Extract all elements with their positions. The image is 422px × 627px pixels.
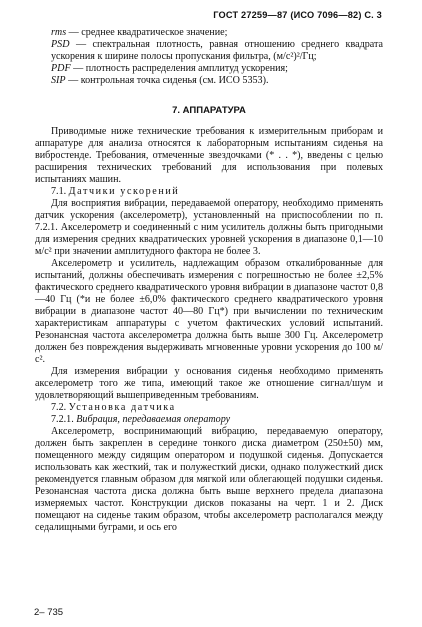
paragraph-7-1-c: Для измерения вибрации у основания сиденья необходимо применять акселерометр того же типа, имеющий такое же отношение сигнал/шум и удовлетворяющий вышеприведенным требованиям. [35, 366, 383, 401]
subsection-title: Установка датчика [68, 402, 176, 413]
intro-paragraph: Приводимые ниже технические требования к измерительным приборам и аппаратуре для анализа относятся к лабораторным испытаниям сиденья на вибростенде. Требования, отмеченные звездочками (* . . *), введены с целью расширения технических требований для использования при полевых испытаниях машин. [35, 126, 383, 185]
abbreviation-item [51, 39, 383, 63]
subsection-title: Датчики ускорений [68, 186, 180, 197]
abbreviation-term: SIP [51, 75, 66, 86]
abbreviation-item [51, 63, 383, 75]
abbreviation-definition: — контрольная точка сиденья (см. ИСО 5353). [65, 75, 269, 86]
page-footer-signature: 2– 735 [34, 607, 64, 618]
abbreviation-list [51, 27, 383, 87]
subsection-number: 7.2.1. [51, 414, 74, 425]
subsection-number: 7.1. [51, 186, 67, 197]
subsection-heading-7-2-1 [35, 414, 383, 426]
abbreviation-definition: — плотность распределения амплитуд ускорения; [70, 63, 288, 74]
subsection-heading-7-1 [35, 186, 383, 198]
section-title: 7. АППАРАТУРА [172, 105, 246, 116]
abbreviation-term: PDF [51, 63, 71, 74]
abbreviation-term: rms [51, 27, 67, 38]
abbreviation-definition: — спектральная плотность, равная отношению среднего квадрата ускорения к ширине полосы пропускания фильтра, (м/с²)²/Гц; [51, 39, 383, 62]
abbreviation-item [51, 75, 383, 87]
paragraph-7-2-1: Акселерометр, воспринимающий вибрацию, передаваемую оператору, должен быть закреплен в середине тонкого диска диаметром (250±50) мм, помещенного между сидящим оператором и подушкой сиденья. Допускается использовать как жесткий, так и полужесткий диски, однако полужесткий диск рекомендуется главным образом для мягкой или облегающей подушки сиденья. Резонансная частота диска должна быть выше верхнего предела диапазона измеряемых частот. Конструкции дисков показаны на черт. 1 и 2. Диск помещают на сиденье таким образом, чтобы акселерометр располагался между седалищными буграми, и ось его [35, 426, 383, 533]
subsection-title: Вибрация, передаваемая оператору [76, 414, 231, 425]
page-header: ГОСТ 27259—87 (ИСО 7096—82) С. 3 [213, 10, 382, 20]
page-content [35, 27, 383, 534]
abbreviation-item [51, 27, 383, 39]
paragraph-7-1-a: Для восприятия вибрации, передаваемой оператору, необходимо применять датчик ускорения (акселерометр), установленный на приспособлении по п. 7.2.1. Акселерометр и соединенный с ним усилитель должны быть пригодными для измерения средних квадратических уровней ускорения в диапазоне 0,1—10 м/с² при значении амплитудного фактора не более 3. [35, 198, 383, 257]
abbreviation-term: PSD [51, 39, 70, 50]
subsection-heading-7-2 [35, 402, 383, 414]
paragraph-7-1-b: Акселерометр и усилитель, надлежащим образом откалиброванные для испытаний, должны обеспечивать измерения с погрешностью не более ±2,5% фактического среднего квадратического уровня вибрации в диапазоне частот 0,8—40 Гц (*и не более ±6,0% фактического среднего квадратического уровня вибрации в диапазоне частот 40—80 Гц*) при вычислении по техническим характеристикам аппаратуры с учетом фактических условий испытаний. Резонансная частота акселерометра должна быть выше 300 Гц. Акселерометр должен без повреждения выдерживать мгновенные уровни ускорения до 100 м/с². [35, 258, 383, 365]
abbreviation-definition: — среднее квадратическое значение; [66, 27, 228, 38]
subsection-number: 7.2. [51, 402, 67, 413]
